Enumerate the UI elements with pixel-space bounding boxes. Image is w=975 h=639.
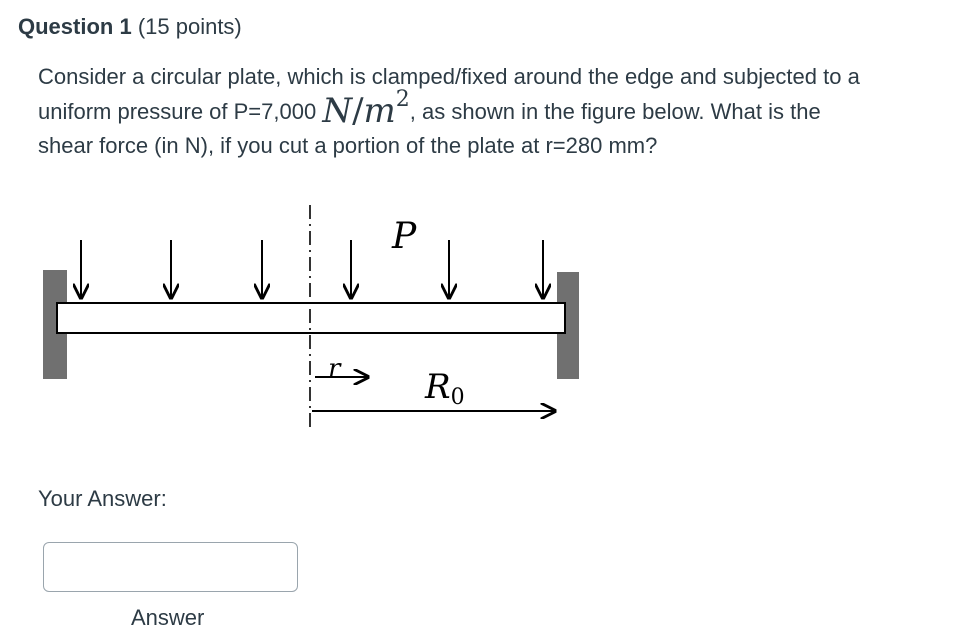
outer-radius-label: R0	[425, 367, 465, 410]
answer-input[interactable]	[43, 542, 298, 592]
pressure-unit: $N/m^2$	[322, 87, 410, 131]
your-answer-label: Your Answer:	[38, 486, 167, 511]
question-title	[18, 14, 242, 40]
question-line-2-pre: uniform pressure of P=7,000	[38, 99, 323, 124]
plate-figure	[30, 200, 590, 440]
plate	[57, 303, 565, 333]
question-line-3: shear force (in N), if you cut a portion of the plate at r=280 mm?	[38, 133, 658, 158]
question-text	[38, 60, 963, 163]
radius-label: r	[328, 354, 341, 384]
answer-caption: Answer	[131, 605, 205, 630]
question-line-2	[38, 87, 963, 131]
question-number: Question 1	[18, 14, 132, 39]
question-line-2-post: , as shown in the figure below. What is the	[409, 99, 821, 124]
question-line-1: Consider a circular plate, which is clamped/fixed around the edge and subjected to a	[38, 64, 860, 89]
pressure-label: P	[392, 216, 417, 257]
pressure-arrows	[81, 240, 543, 298]
question-points: (15 points)	[137, 14, 242, 39]
